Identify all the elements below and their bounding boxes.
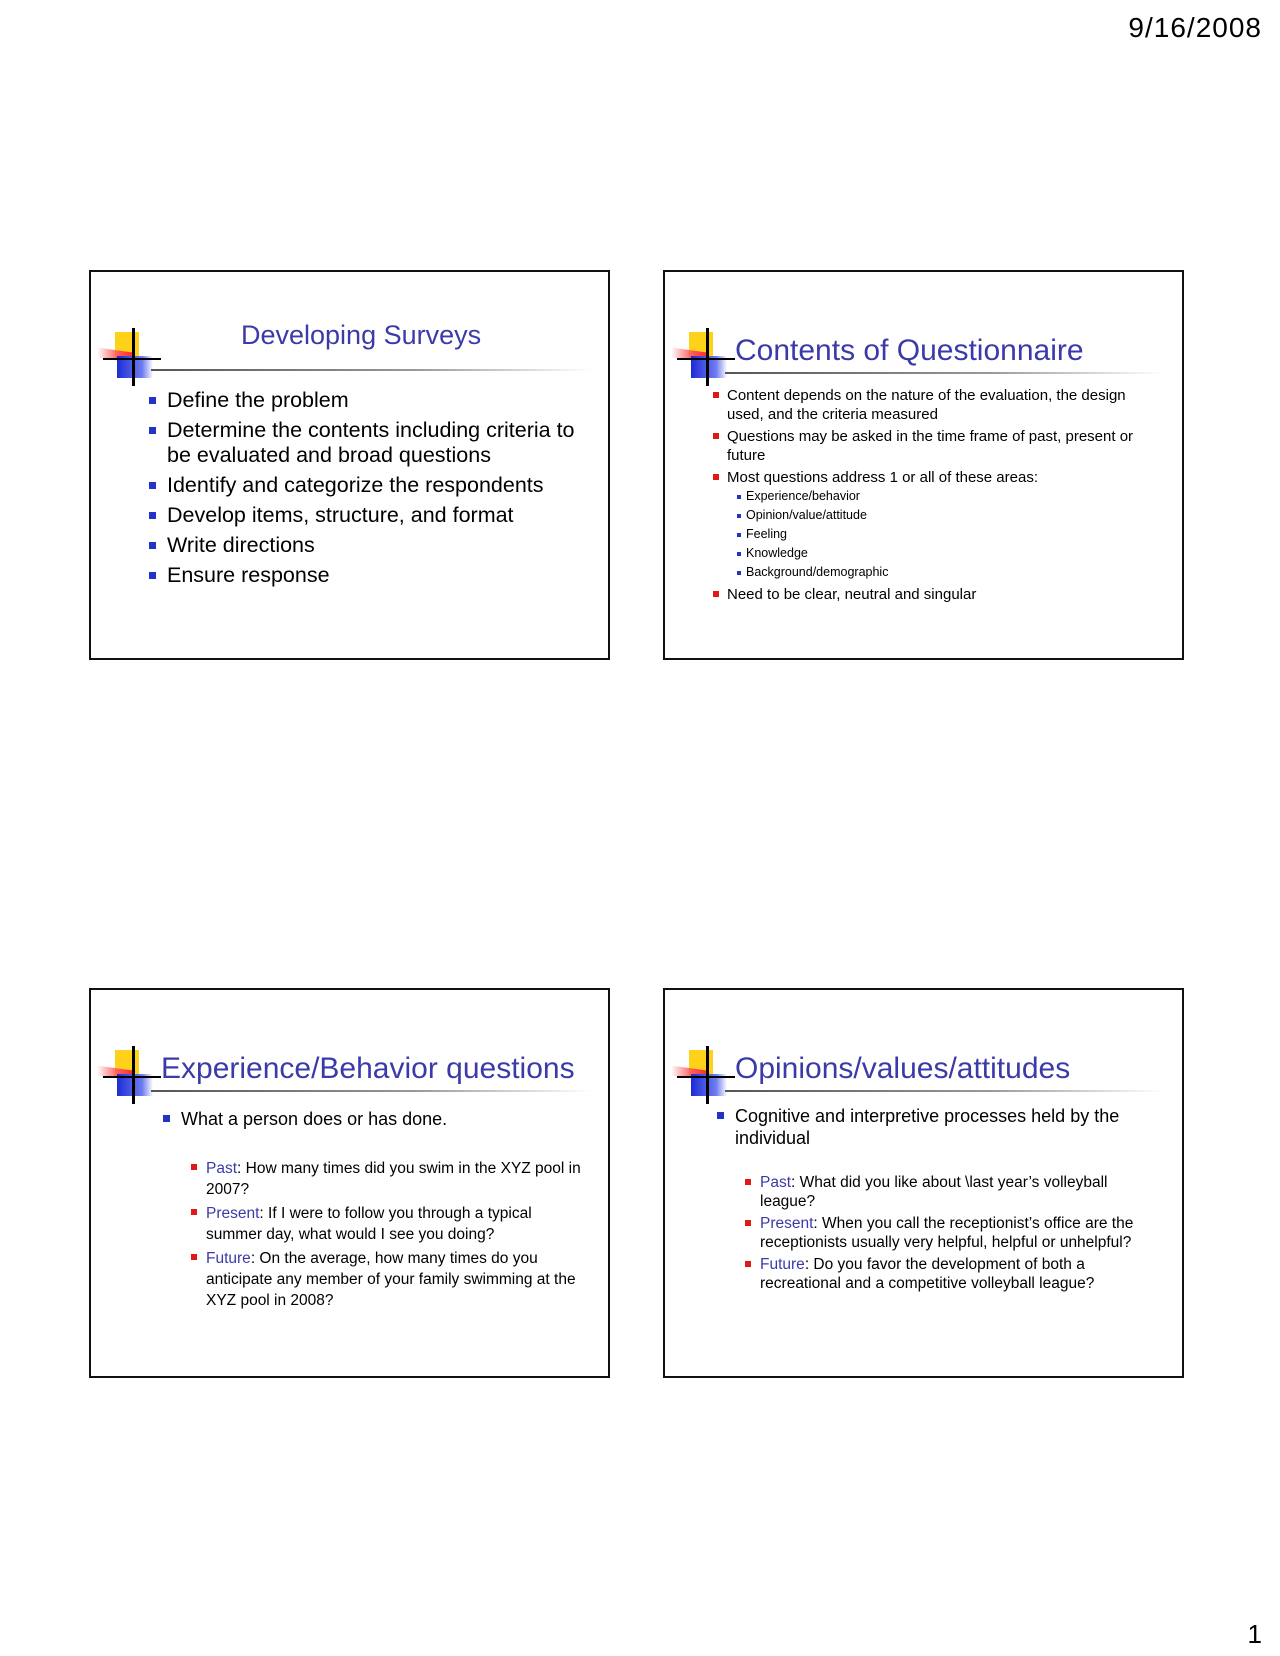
sub-list-item: Future: On the average, how many times do you anticipate any member of your family swimming at the XYZ pool in 2008? [191, 1248, 583, 1311]
sub-list-item: Knowledge [737, 544, 1153, 563]
list-item: Content depends on the nature of the evaluation, the design used, and the criteria measured [713, 386, 1153, 424]
sub-bullet-list [181, 1158, 583, 1311]
list-item: What a person does or has done. Past: How many times did you swim in the XYZ pool in 2007? Present: If I were to follow you through a typical summer day, what would I see you doing? Future: On the average, how many times do you anticipate any member of your family swimming at the XYZ pool in 2008? [163, 1108, 583, 1311]
slide-title: Experience/Behavior questions [161, 1052, 575, 1085]
slide-developing-surveys [89, 270, 610, 660]
list-item: Write directions [149, 533, 589, 558]
square-bullet-icon [149, 512, 156, 519]
bullet-list [713, 386, 1153, 607]
square-bullet-icon [737, 514, 741, 518]
title-divider [725, 372, 1165, 374]
bullet-list [163, 1108, 583, 1314]
page-date: 9/16/2008 [1128, 12, 1262, 43]
slide-logo-icon [97, 1046, 161, 1108]
square-bullet-icon [737, 571, 741, 575]
sub-list-item: Future: Do you favor the development of both a recreational and a competitive volleyball league? [745, 1255, 1157, 1293]
title-divider [725, 1090, 1165, 1092]
square-bullet-icon [745, 1179, 751, 1185]
sub-list-item: Present: When you call the receptionist’s office are the receptionists usually very helpful, helpful or unhelpful? [745, 1214, 1157, 1252]
slide-logo-icon [671, 328, 735, 390]
slide-title: Contents of Questionnaire [735, 334, 1084, 367]
slide-title: Developing Surveys [241, 320, 482, 350]
square-bullet-icon [163, 1115, 170, 1122]
square-bullet-icon [149, 482, 156, 489]
sub-list-item: Background/demographic [737, 563, 1153, 582]
slide-logo-icon [97, 328, 161, 390]
list-item: Questions may be asked in the time frame of past, present or future [713, 427, 1153, 465]
sub-bullet-list [727, 487, 1153, 582]
square-bullet-icon [191, 1209, 197, 1215]
slide-contents-of-questionnaire [663, 270, 1184, 660]
square-bullet-icon [149, 397, 156, 404]
square-bullet-icon [149, 572, 156, 579]
list-item: Define the problem [149, 388, 589, 413]
list-item: Identify and categorize the respondents [149, 473, 589, 498]
list-item: Most questions address 1 or all of these areas: Experience/behavior Opinion/value/attitude Feeling Knowledge Background/demographic [713, 468, 1153, 582]
list-item: Ensure response [149, 563, 589, 588]
bullet-list [149, 388, 589, 593]
square-bullet-icon [713, 433, 719, 439]
slide-opinions-values-attitudes [663, 988, 1184, 1378]
list-item: Develop items, structure, and format [149, 503, 589, 528]
square-bullet-icon [717, 1112, 724, 1119]
sub-list-item: Experience/behavior [737, 487, 1153, 506]
square-bullet-icon [713, 392, 719, 398]
square-bullet-icon [191, 1164, 197, 1170]
square-bullet-icon [737, 495, 741, 499]
sub-list-item: Past: What did you like about \last year’s volleyball league? [745, 1173, 1157, 1211]
square-bullet-icon [745, 1261, 751, 1267]
square-bullet-icon [191, 1254, 197, 1260]
title-divider [151, 369, 591, 371]
slide-logo-icon [671, 1046, 735, 1108]
bullet-list [717, 1105, 1157, 1296]
page-number: 1 [1247, 1619, 1262, 1649]
square-bullet-icon [745, 1220, 751, 1226]
square-bullet-icon [149, 542, 156, 549]
square-bullet-icon [737, 552, 741, 556]
sub-list-item: Feeling [737, 525, 1153, 544]
sub-bullet-list [735, 1173, 1157, 1293]
square-bullet-icon [713, 474, 719, 480]
list-item: Cognitive and interpretive processes held by the individual Past: What did you like about \last year’s volleyball league? Present: When you call the receptionist’s office are the receptionists usually very helpful, helpful or unhelpful? Future: Do you favor the development of both a recreational and a competitive volleyball league? [717, 1105, 1157, 1293]
sub-list-item: Opinion/value/attitude [737, 506, 1153, 525]
square-bullet-icon [149, 427, 156, 434]
sub-list-item: Past: How many times did you swim in the XYZ pool in 2007? [191, 1158, 583, 1200]
list-item: Need to be clear, neutral and singular [713, 585, 1153, 604]
list-item: Determine the contents including criteria to be evaluated and broad questions [149, 418, 589, 468]
title-divider [151, 1090, 591, 1092]
slide-title: Opinions/values/attitudes [735, 1052, 1071, 1085]
sub-list-item: Present: If I were to follow you through a typical summer day, what would I see you doing? [191, 1203, 583, 1245]
slide-experience-behavior-questions [89, 988, 610, 1378]
square-bullet-icon [713, 591, 719, 597]
square-bullet-icon [737, 533, 741, 537]
